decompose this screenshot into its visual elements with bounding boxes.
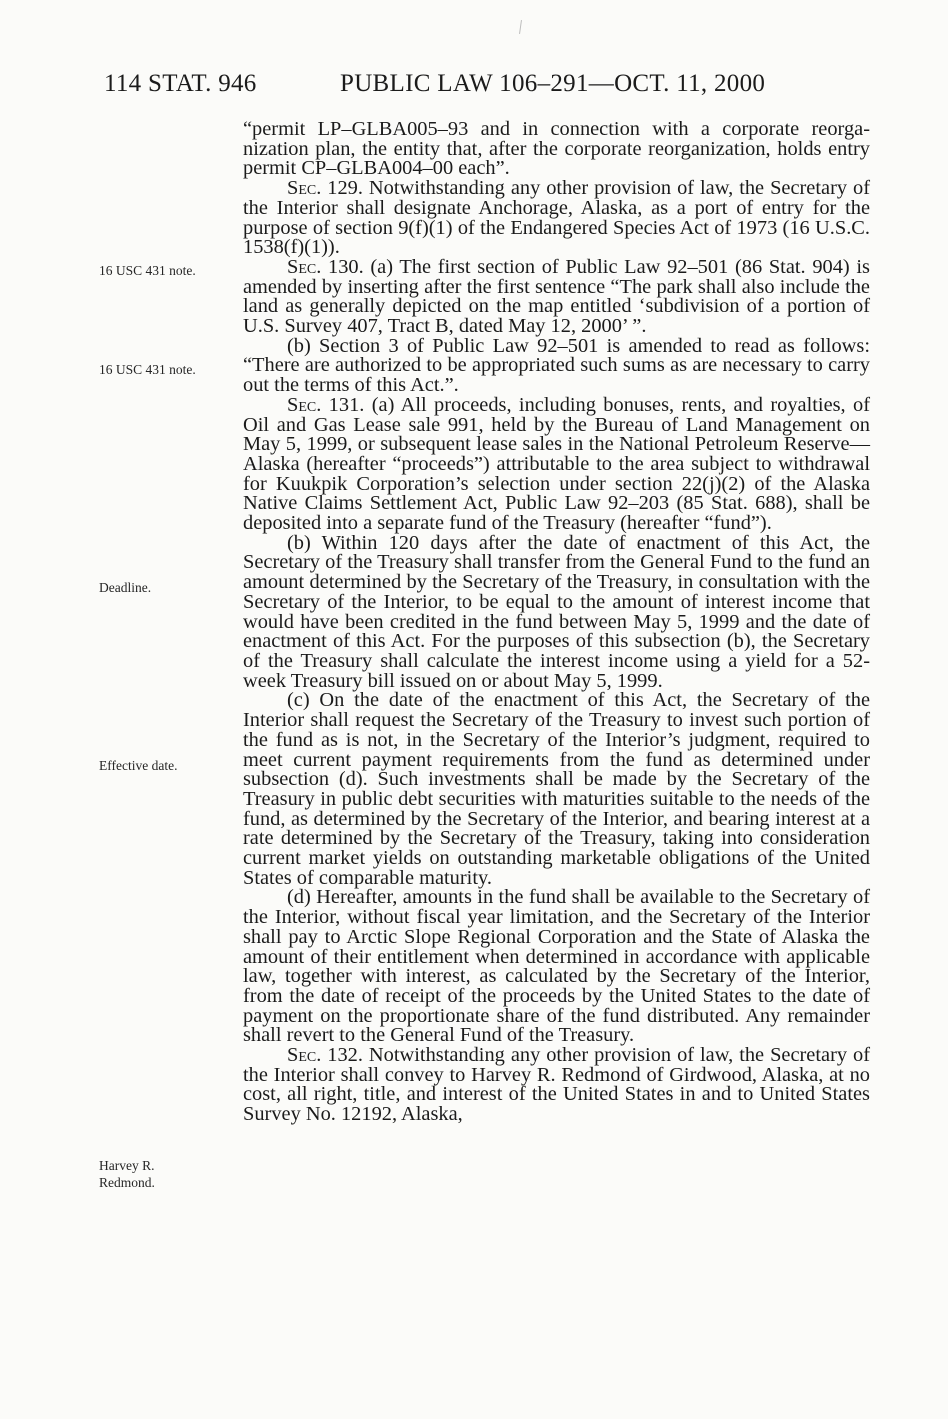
paragraph bbox=[243, 120, 870, 179]
paragraph-text: (b) Section 3 of Public Law 92–501 is amended to read as follows: “There are authorized to be appropriated such sums as are necessary to carry out the terms of this Act.”. bbox=[243, 334, 870, 397]
section-label: Sec. bbox=[287, 177, 322, 200]
paragraph-text: (c) On the date of the enactment of this Act, the Secretary of the Interior shall request the Secretary of the Treasury to invest such portion of the fund as is not, in the Secretary of the Interior’s judgment, required to meet current payment requirements from the fund as determined under subsection (d). Such investments shall be made by the Secretary of the Treasury in public debt securities with maturities suitable to the needs of the fund, as determined by the Secretary of the Interior, and bearing interest at a rate determined by the Secretary of the Treasury, taking into consideration current market yields on outstanding marketable obligations of the United States of comparable maturity. bbox=[243, 689, 870, 889]
paragraph-text: 132. Notwithstanding any other provision of law, the Secretary of the Interior shall convey to Harvey R. Redmond of Girdwood, Alaska, at no cost, all right, title, and interest of the United States in and to United States Survey No. 12192, Alaska, bbox=[243, 1044, 870, 1126]
stat-page-number: 114 STAT. 946 bbox=[104, 70, 257, 97]
statute-body bbox=[243, 120, 870, 1125]
paragraph-text: 130. (a) The first section of Public Law 92–501 (86 Stat. 904) is amended by inserting after the first sentence “The park shall also include the land as generally depicted on the map entitled ‘subdivision of a portion of U.S. Survey 407, Tract B, dated May 12, 2000’ ”. bbox=[243, 255, 870, 338]
paragraph-text: 131. (a) All proceeds, including bonuses, rents, and royalties, of Oil and Gas Lease sale 991, held by the Bureau of Land Management on May 5, 1999, or subsequent lease sales in the National Petroleum Reserve—Alaska (hereafter “proceeds”) attributable to the area subject to withdrawal for Kuukpik Corporation’s selection under section 22(j)(2) of the Alaska Native Claims Settlement Act, Public Law 92–203 (85 Stat. 688), shall be deposited into a separate fund of the Treasury (hereafter “fund”). bbox=[243, 393, 870, 535]
section-label: Sec. bbox=[287, 393, 322, 416]
margin-note-redmond: Harvey R. Redmond. bbox=[99, 1158, 155, 1190]
scan-speck bbox=[519, 20, 522, 34]
section-131-d bbox=[243, 888, 870, 1046]
paragraph-text: 129. Notwithstanding any other provision of law, the Secretary of the Interior shall designate Anchorage, Alaska, as a port of entry for the purpose of section 9(f)(1) of the Endangered Species Act of 1973 (16 U.S.C. 1538(f)(1)). bbox=[243, 177, 870, 259]
running-head: PUBLIC LAW 106–291—OCT. 11, 2000 bbox=[340, 70, 766, 97]
section-131-c bbox=[243, 691, 870, 888]
section-132 bbox=[243, 1046, 870, 1125]
paragraph-text: (d) Hereafter, amounts in the fund shall be available to the Secretary of the Interior, without fiscal year limitation, and the Secretary of the Interior shall pay to Arctic Slope Regional Corporation and the State of Alaska the amount of their entitlement when determined in accordance with applicable law, together with interest, as calculated by the Secretary of the Interior, from the date of receipt of the proceeds by the United States to the date of payment on the proportionate share of the fund distributed. Any remainder shall revert to the General Fund of the Treasury. bbox=[243, 886, 870, 1047]
section-130-a bbox=[243, 255, 870, 338]
section-label: Sec. bbox=[287, 1044, 322, 1067]
paragraph-text: (b) Within 120 days after the date of enactment of this Act, the Secretary of the Treasury shall transfer from the General Fund to the fund an amount determined by the Secretary of the Treasury, in consultation with the Secretary of the Interior, to be equal to the amount of interest income that would have been credited in the fund between May 5, 1999 and the date of enactment of this Act. For the purposes of this subsection (b), the Secretary of the Treasury shall calculate the interest income using a yield for a 52-week Treasury bill issued on or about May 5, 1999. bbox=[243, 531, 870, 692]
section-129 bbox=[243, 179, 870, 258]
margin-note-deadline: Deadline. bbox=[99, 580, 152, 595]
margin-note-usc-2: 16 USC 431 note. bbox=[99, 362, 196, 377]
section-130-b bbox=[243, 334, 870, 397]
section-label: Sec. bbox=[287, 255, 322, 278]
page-header bbox=[0, 70, 948, 104]
section-131-b bbox=[243, 531, 870, 692]
margin-note-usc-1: 16 USC 431 note. bbox=[99, 263, 196, 278]
margin-note-effective-date: Effective date. bbox=[99, 758, 178, 773]
section-131-a bbox=[243, 393, 870, 535]
paragraph-text: “permit LP–GLBA005–93 and in connection with a corporate reorganization plan, the entity that, after the corporate reorganization, holds entry permit CP–GLBA004–00 each”. bbox=[243, 118, 870, 180]
